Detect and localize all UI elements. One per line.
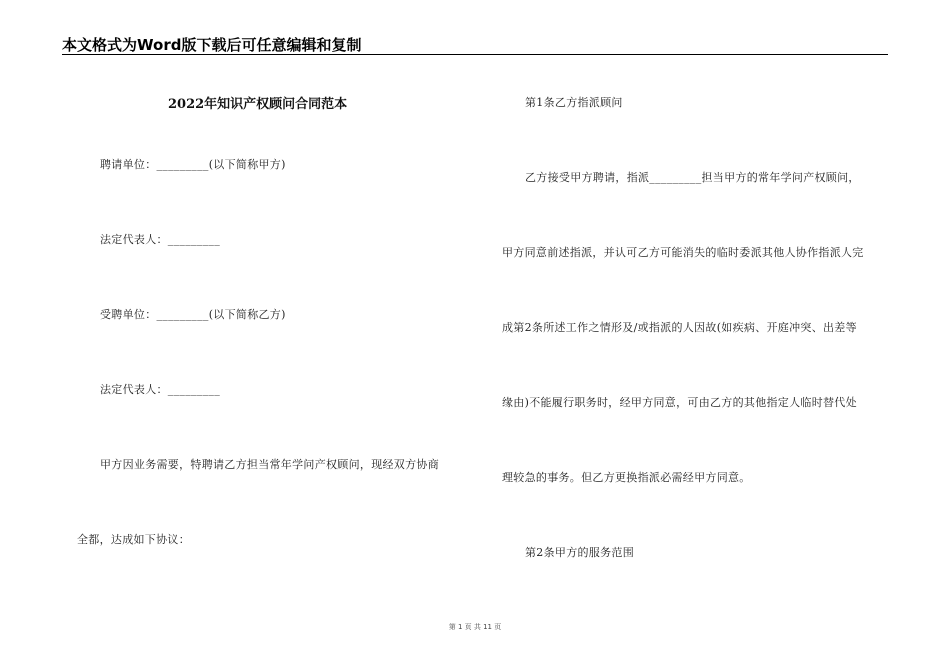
intro-paragraph-line: 甲方因业务需要，特聘请乙方担当常年学问产权顾问，现经双方协商 xyxy=(100,458,439,471)
agreement-line: 全都，达成如下协议： xyxy=(77,533,190,546)
hiring-unit-line: 聘请单位：_________(以下简称甲方) xyxy=(100,158,286,171)
article-1-para-line-2: 甲方同意前述指派，并认可乙方可能消失的临时委派其他人协作指派人完 xyxy=(502,246,864,259)
document-title: 2022年知识产权顾问合同范本 xyxy=(168,97,348,112)
page-header-title: 本文格式为Word版下载后可任意编辑和复制 xyxy=(62,36,362,54)
article-1-para-line-3: 成第2条所述工作之情形及/或指派的人因故(如疾病、开庭冲突、出差等 xyxy=(502,321,857,334)
legal-rep-line-2: 法定代表人：_________ xyxy=(100,383,220,396)
header-divider xyxy=(62,54,888,55)
legal-rep-line-1: 法定代表人：_________ xyxy=(100,233,220,246)
article-1-para-line-5: 理较急的事务。但乙方更换指派必需经甲方同意。 xyxy=(502,471,751,484)
page-number: 第 1 页 共 11 页 xyxy=(448,623,502,631)
hired-unit-line: 受聘单位：_________(以下简称乙方) xyxy=(100,308,286,321)
article-2-heading: 第2条甲方的服务范围 xyxy=(525,546,634,559)
article-1-heading: 第1条乙方指派顾问 xyxy=(525,96,623,109)
article-1-para-line-4: 缘由)不能履行职务时，经甲方同意，可由乙方的其他指定人临时替代处 xyxy=(502,396,857,409)
article-1-para-line-1: 乙方接受甲方聘请，指派_________担当甲方的常年学问产权顾问， xyxy=(525,171,860,184)
